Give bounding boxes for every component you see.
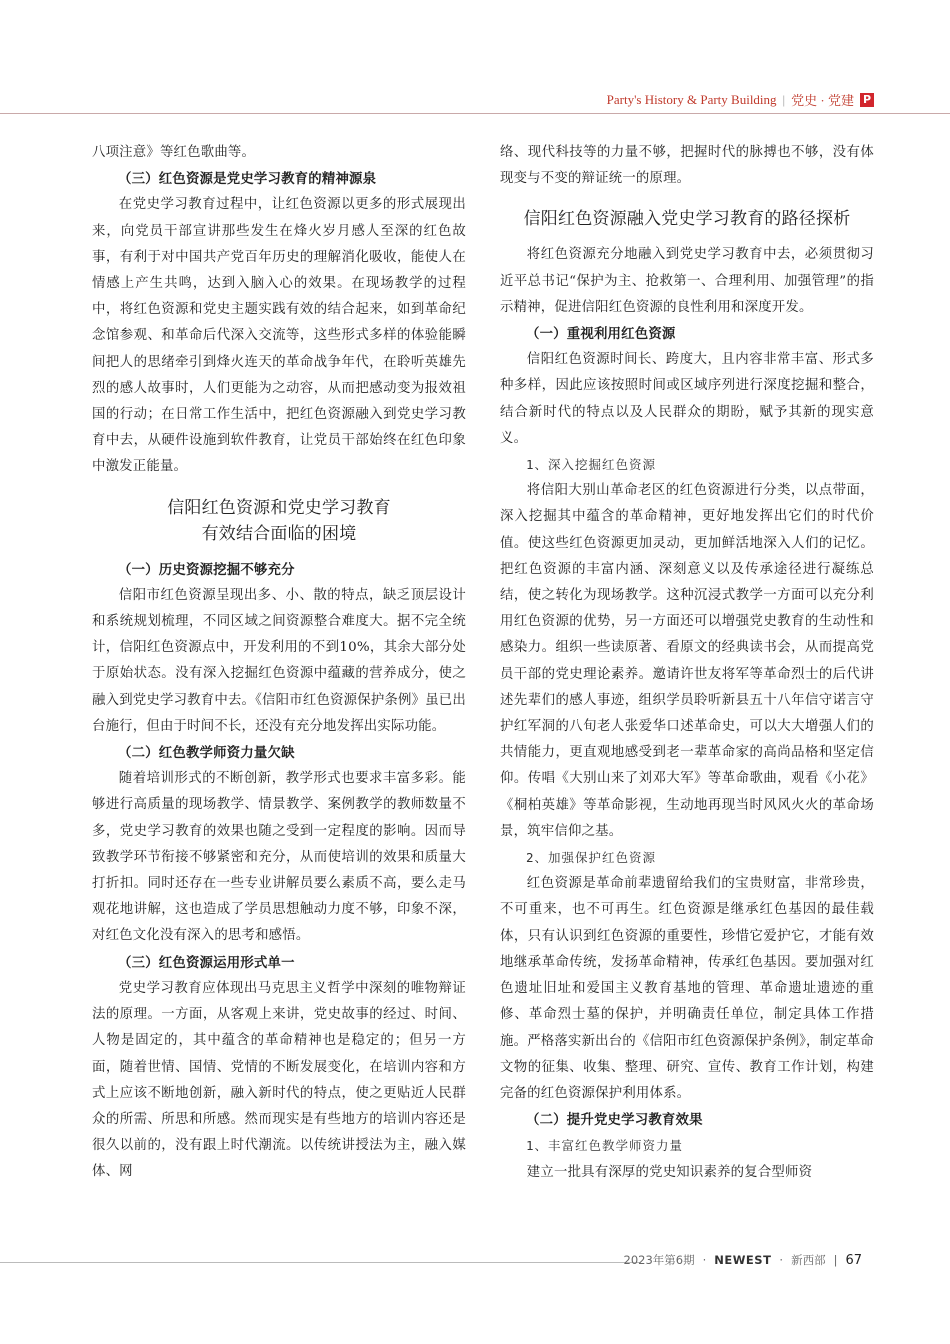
section-title-line: 信阳红色资源和党史学习教育 — [167, 497, 391, 518]
paragraph: 红色资源是革命前辈遗留给我们的宝贵财富，非常珍贵，不可重来，也不可再生。红色资源是继承红色基因的最佳载体，只有认识到红色资源的重要性，珍惜它爱护它，才能有效地继承革命传统，发扬革命精神，传承红色基因。要加强对红色遗址旧址和爱国主义教育基地的管理、革命遗址遗迹的重修、革命烈士墓的保护，并明确责任单位，制定具体工作措施。严格落实新出台的《信阳市红色资源保护条例》，制定革命文物的征集、收集、整理、研究、宣传、教育工作计划，构建完备的红色资源保护利用体系。 — [500, 876, 874, 1101]
section-title-line: 有效结合面临的困境 — [201, 523, 357, 544]
page-footer — [624, 1252, 862, 1268]
numbered-heading: 1、丰富红色教学师资力量 — [526, 1138, 684, 1154]
paragraph: 随着培训形式的不断创新，教学形式也要求丰富多彩。能够进行高质量的现场教学、情景教学、案例教学的教师数量不多，党史学习教育的效果也随之受到一定程度的影响。因而导致教学环节衔接不够紧密和充分，从而使培训的效果和质量大打折扣。同时还存在一些专业讲解员要么素质不高，要么走马观花地讲解，这也造成了学员思想触动力度不够，印象不深，对红色文化没有深入的思考和感悟。 — [92, 771, 466, 944]
right-column — [500, 140, 874, 1186]
brand-name: NEWEST — [714, 1253, 772, 1267]
paragraph: 在党史学习教育过程中，让红色资源以更多的形式展现出来，向党员干部宣讲那些发生在烽火岁月感人至深的红色故事，有利于对中国共产党百年历史的理解消化吸收，能使人在情感上产生共鸣，达到入脑入心的效果。在现场教学的过程中，将红色资源和党史主题实践有效的结合起来，如到革命纪念馆参观、和革命后代深入交流等，这些形式多样的体验能瞬间把人的思绪牵引到烽火连天的革命战争年代，在聆听英雄先烈的感人故事时，人们更能为之动容，从而把感动变为报效祖国的行动；在日常工作生活中，把红色资源融入到党史学习教育中去，从硬件设施到软件教育，让党员干部始终在红色印象中激发正能量。 — [92, 197, 466, 475]
numbered-heading: 2、加强保护红色资源 — [526, 850, 657, 866]
brand-chinese-name: 新西部 — [791, 1253, 826, 1267]
paragraph: 八项注意》等红色歌曲等。 — [92, 145, 256, 160]
paragraph: 建立一批具有深厚的党史知识素养的复合型师资 — [526, 1164, 813, 1180]
paragraph: 信阳市红色资源呈现出多、小、散的特点，缺乏顶层设计和系统规划梳理，不同区域之间资源整合难度大。据不完全统计，信阳红色资源点中，开发利用的不到10%，其余大部分处于原始状态。没有深入挖掘红色资源中蕴藏的营养成分，使之融入到党史学习教育中去。《信阳市红色资源保护条例》虽已出台施行，但由于时间不长，还没有充分地发挥出实际功能。 — [92, 587, 466, 734]
section-title — [92, 495, 466, 547]
page-number: 67 — [845, 1252, 862, 1268]
subheading: （三）红色资源是党史学习教育的精神源泉 — [118, 171, 377, 188]
subheading: （二）提升党史学习教育效果 — [526, 1112, 703, 1129]
paragraph: 信阳红色资源时间长、跨度大，且内容非常丰富、形式多种多样，因此应该按照时间或区域序列进行深度挖掘和整合，结合新时代的特点以及人民群众的期盼，赋予其新的现实意义。 — [500, 352, 874, 446]
section-title: 信阳红色资源融入党史学习教育的路径探析 — [523, 209, 851, 230]
left-column — [92, 140, 466, 1186]
header-chinese-title: 党史 · 党建 — [791, 93, 854, 108]
paragraph: 将红色资源充分地融入到党史学习教育中去，必须贯彻习近平总书记“保护为主、抢救第一、合理利用、加强管理”的指示精神，促进信阳红色资源的良性利用和深度开发。 — [500, 247, 874, 315]
magazine-logo-icon: P — [860, 93, 874, 107]
issue-label: 2023年第6期 — [623, 1253, 695, 1267]
paragraph: 络、现代科技等的力量不够，把握时代的脉搏也不够，没有体现变与不变的辩证统一的原理。 — [500, 145, 874, 187]
paragraph: 将信阳大别山革命老区的红色资源进行分类，以点带面，深入挖掘其中蕴含的革命精神，更好地发挥出它们的时代价值。使这些红色资源更加灵动，更加鲜活地深入人们的记忆。把红色资源的丰富内涵、深刻意义以及传承途径进行凝练总结，使之转化为现场教学。这种沉浸式教学一方面可以充分利用红色资源的优势，另一方面还可以增强党史教育的生动性和感染力。组织一些读原著、看原文的经典读书会，从而提高党员干部的党史理论素养。邀请许世友将军等革命烈士的后代讲述先辈们的感人事迹，组织学员聆听新县五十八年信守诺言守护红军洞的八旬老人张爱华口述革命史，可以大大增强人们的共情能力，更直观地感受到老一辈革命家的高尚品格和坚定信仰。传唱《大别山来了刘邓大军》等革命歌曲，观看《小花》《桐柏英雄》等革命影视，生动地再现当时风风火火的革命场景，筑牢信仰之基。 — [500, 483, 874, 839]
footer-separator: | — [833, 1253, 838, 1267]
subheading: （一）历史资源挖掘不够充分 — [118, 561, 295, 578]
header-divider — [0, 113, 950, 114]
header-english-title: Party's History & Party Building — [606, 91, 777, 107]
subheading: （三）红色资源运用形式单一 — [118, 954, 295, 971]
footer-dot: · — [702, 1253, 707, 1267]
running-header — [607, 90, 874, 109]
header-separator: | — [782, 91, 786, 107]
subheading: （二）红色教学师资力量欠缺 — [118, 745, 295, 762]
subheading: （一）重视利用红色资源 — [526, 326, 676, 343]
paragraph: 党史学习教育应体现出马克思主义哲学中深刻的唯物辩证法的原理。一方面，从客观上来讲，党史故事的经过、时间、人物是固定的，其中蕴含的革命精神也是稳定的；但另一方面，随着世情、国情、党情的不断发展变化，在培训内容和方式上应该不断地创新，融入新时代的特点，使之更贴近人民群众的所需、所思和所感。然而现实是有些地方的培训内容还是很久以前的，没有跟上时代潮流。以传统讲授法为主，融入媒体、网 — [92, 980, 466, 1180]
footer-divider — [0, 1262, 640, 1263]
footer-dot: · — [779, 1253, 784, 1267]
numbered-heading: 1、深入挖掘红色资源 — [526, 457, 657, 473]
